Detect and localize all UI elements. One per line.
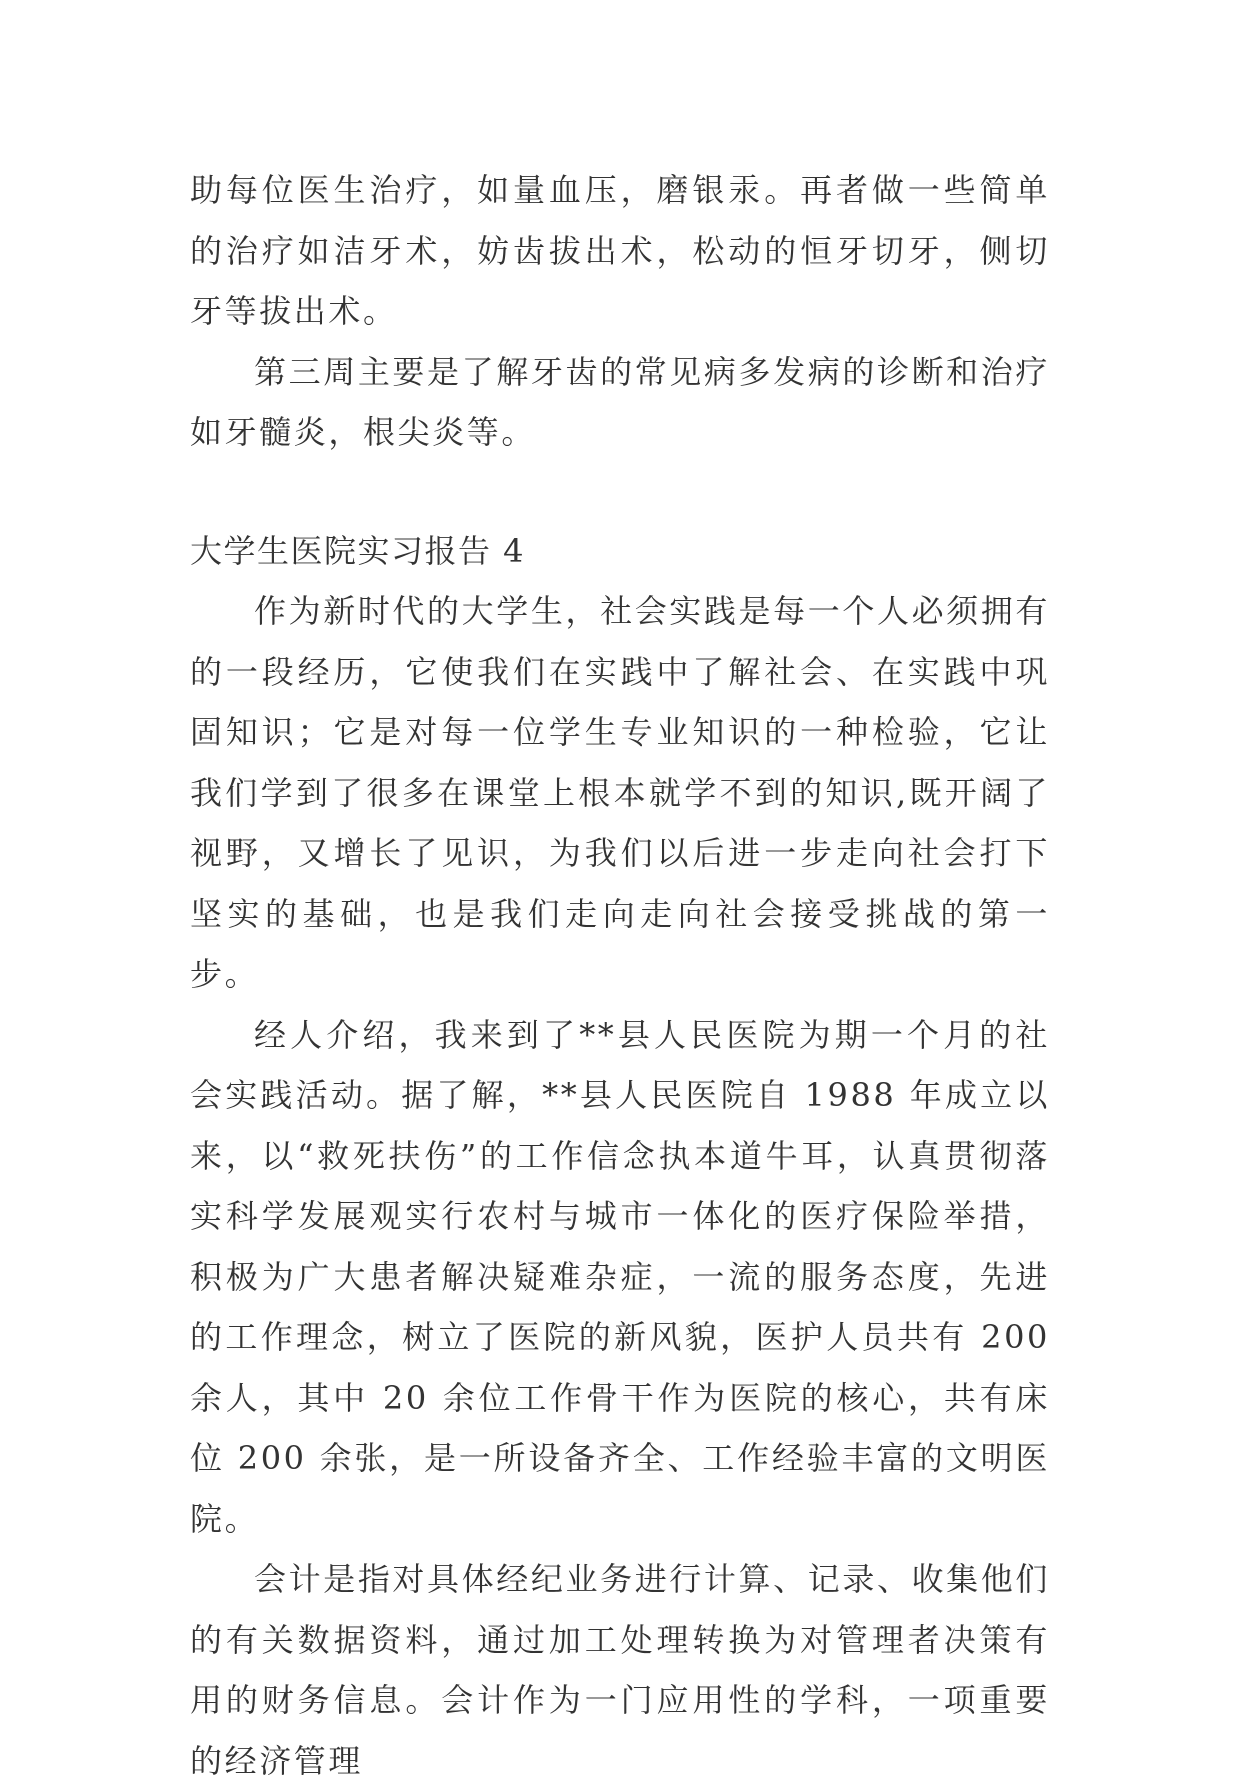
- paragraph-social-practice: 作为新时代的大学生，社会实践是每一个人必须拥有的一段经历，它使我们在实践中了解社会、在实践中巩固知识；它是对每一位学生专业知识的一种检验，它让我们学到了很多在课堂上根本就学不到的知识,既开阔了视野，又增长了见识，为我们以后进一步走向社会打下坚实的基础，也是我们走向走向社会接受挑战的第一步。: [190, 592, 1050, 993]
- document-body: [190, 160, 1050, 1791]
- section-heading: 大学生医院实习报告 4: [190, 531, 526, 570]
- paragraph-accounting: 会计是指对具体经纪业务进行计算、记录、收集他们的有关数据资料，通过加工处理转换为对管理者决策有用的财务信息。会计作为一门应用性的学科，一项重要的经济管理: [190, 1560, 1050, 1780]
- paragraph-dental-procedures: 助每位医生治疗，如量血压，磨银汞。再者做一些简单的治疗如洁牙术，妨齿拔出术，松动的恒牙切牙，侧切牙等拔出术。: [190, 171, 1050, 330]
- paragraph-third-week: 第三周主要是了解牙齿的常见病多发病的诊断和治疗如牙髓炎，根尖炎等。: [190, 352, 1050, 451]
- paragraph-hospital-intro: 经人介绍，我来到了**县人民医院为期一个月的社会实践活动。据了解，**县人民医院自 1988 年成立以来，以“救死扶伤”的工作信念执本道牛耳，认真贯彻落实科学发展观实行农村与城市一体化的医疗保险举措，积极为广大患者解决疑难杂症，一流的服务态度，先进的工作理念，树立了医院的新风貌，医护人员共有 200 余人，其中 20 余位工作骨干作为医院的核心，共有床位 200 余张，是一所设备齐全、工作经验丰富的文明医院。: [190, 1015, 1050, 1538]
